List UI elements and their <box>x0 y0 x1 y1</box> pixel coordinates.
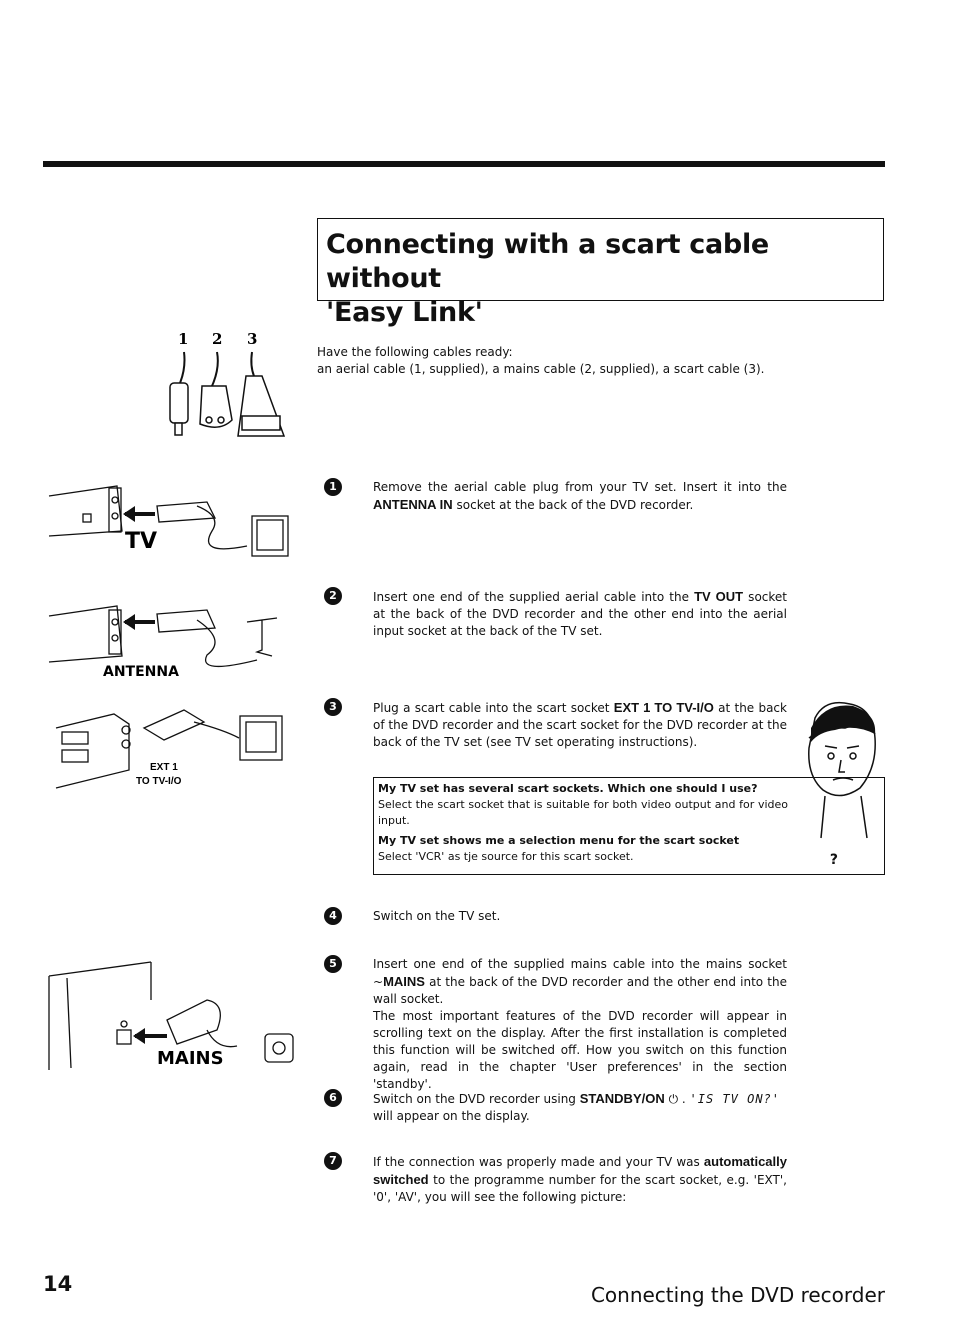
standby-on-label: STANDBY/ON <box>579 1091 665 1106</box>
step-number-4: 4 <box>324 907 342 925</box>
step-2-text: Insert one end of the supplied aerial cable into the TV OUT socket at the back of the DVD recorder and the other end into the aerial input socket at the back of the TV set. <box>373 589 787 638</box>
antenna-label: ANTENNA <box>103 664 179 680</box>
step-7-text: If the connection was properly made and your TV was automatically switched to the programme number for the scart socket, e.g. 'EXT', '0', 'AV', you will see the following picture: <box>373 1154 787 1204</box>
step-number-3: 3 <box>324 698 342 716</box>
cable-label-2: 2 <box>212 330 223 348</box>
tv-connection-illustration <box>47 476 297 568</box>
step-number-7: 7 <box>324 1152 342 1170</box>
ext-label-line-1: EXT 1 <box>150 762 178 773</box>
intro-line-2: an aerial cable (1, supplied), a mains cable (2, supplied), a scart cable (3). <box>317 362 765 376</box>
title-box <box>317 218 884 328</box>
tip-question-2: My TV set shows me a selection menu for the scart socket <box>378 834 740 847</box>
ext-label-line-2: TO TV-I/O <box>136 776 182 787</box>
question-mark: ? <box>829 852 838 868</box>
antenna-connection-illustration <box>47 600 297 682</box>
ac-symbol-icon: ~ <box>373 975 384 989</box>
mains-socket-label: MAINS <box>383 974 425 989</box>
step-number-5: 5 <box>324 955 342 973</box>
ext1-label: EXT 1 TO TV-I/O <box>613 700 714 715</box>
step-6-text: Switch on the DVD recorder using STANDBY/ON ⏻ . 'IS TV ON?' will appear on the display. <box>373 1091 780 1123</box>
auto-switched-text: automatically switched <box>373 1154 787 1187</box>
step-number-2: 2 <box>324 587 342 605</box>
tip-box <box>373 777 885 875</box>
scart-connection-illustration <box>54 700 294 792</box>
page-number: 14 <box>43 1272 73 1296</box>
tip-answer-2: Select 'VCR' as tje source for this scart socket. <box>378 850 634 863</box>
top-rule <box>43 161 885 167</box>
step-number-6: 6 <box>324 1089 342 1107</box>
display-readout: 'IS TV ON?' <box>689 1092 780 1106</box>
title-line-1: Connecting with a scart cable without <box>326 229 769 294</box>
tip-question-1: My TV set has several scart sockets. Which one should I use? <box>378 782 758 795</box>
title-line-2: 'Easy Link' <box>326 297 483 328</box>
step-4-text: Switch on the TV set. <box>373 909 501 923</box>
cables-illustration <box>160 328 290 440</box>
step-1-text: Remove the aerial cable plug from your TV set. Insert it into the ANTENNA IN socket at the back of the DVD recorder. <box>373 480 787 512</box>
tip-answer-1: Select the scart socket that is suitable for both video output and for video input. <box>378 798 788 827</box>
tv-label: TV <box>125 529 158 554</box>
intro-line-1: Have the following cables ready: <box>317 345 513 359</box>
section-title: Connecting the DVD recorder <box>590 1283 885 1307</box>
tv-out-label: TV OUT <box>694 589 744 604</box>
cable-label-1: 1 <box>178 330 189 348</box>
mains-connection-illustration <box>47 960 297 1076</box>
mains-label: MAINS <box>157 1048 224 1069</box>
antenna-in-label: ANTENNA IN <box>373 497 453 512</box>
cable-label-3: 3 <box>247 330 258 348</box>
page-title <box>326 228 875 330</box>
intro-text <box>317 344 877 378</box>
step-5-text: Insert one end of the supplied mains cable into the mains socket ~MAINS at the back of the DVD recorder and the other end into the wall socket. The most important features of the DVD recorder will appear in scrolling text on the display. After the first installation is completed this function will be switched off. How you switch on this function again, read in the chapter 'User preferences' in the section 'standby'. <box>373 957 787 1091</box>
step-3-text: Plug a scart cable into the scart socket EXT 1 TO TV-I/O at the back of the DVD recorder and the scart socket for the DVD recorder at the back of the TV set (see TV set operating instructions). <box>373 700 787 749</box>
power-icon: ⏻ <box>668 1092 679 1106</box>
step-5-extra: The most important features of the DVD recorder will appear in scrolling text on the display. After the first installation is completed this function will be switched off. How you switch on this function again, read in the chapter 'User preferences' in the section 'standby'. <box>373 1009 787 1091</box>
step-number-1: 1 <box>324 478 342 496</box>
